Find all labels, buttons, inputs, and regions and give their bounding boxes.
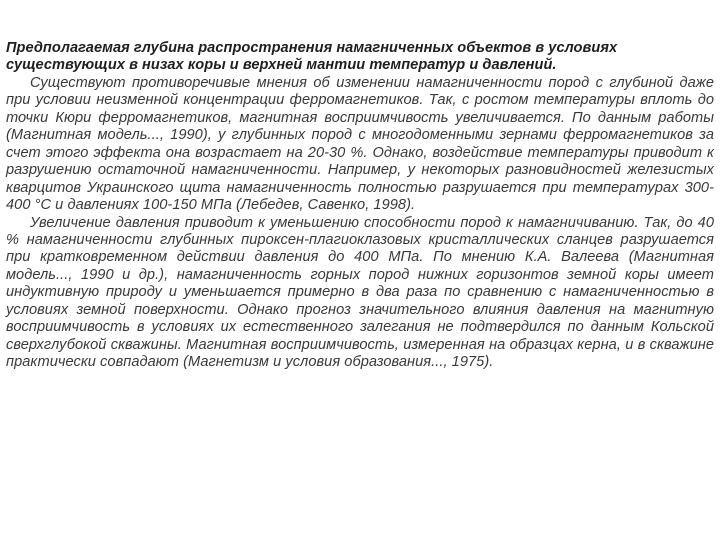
document-heading: Предполагаемая глубина распространения намагниченных объектов в условиях существующих в низах коры и верхней мантии температур и давлений. [6,40,618,74]
document-body [6,40,714,372]
paragraph-temperature: Существуют противоречивые мнения об изменении намагниченности пород с глубиной даже при условии неизменной концентрации ферромагнетиков. Так, с ростом температуры вплоть до точки Кюри ферромагнетиков, магнитная восприимчивость увеличивается. По данным работы (Магнитная модель..., 1990), у глубинных пород с многодоменными зернами ферромагнетиков за счет этого эффекта она возрастает на 20-30 %. Однако, воздействие температуры приводит к разрушению остаточной намагниченности. Например, у некоторых разновидностей железистых кварцитов Украинского щита намагниченность полностью разрушается при температурах 300-400 °С и давлениях 100-150 МПа (Лебедев, Савенко, 1998). [6,74,714,214]
paragraph-pressure: Увеличение давления приводит к уменьшению способности пород к намагничиванию. Так, до 40 % намагниченности глубинных пироксен-плагиоклазовых кристаллических сланцев разрушается при кратковременном действии давления до 400 МПа. По мнению К.А. Валеева (Магнитная модель..., 1990 и др.), намагниченность горных пород нижних горизонтов земной коры имеет индуктивную природу и уменьшается примерно в два раза по сравнению с намагниченностью в условиях земной поверхности. Однако прогноз значительного влияния давления на магнитную восприимчивость в условиях их естественного залегания не подтвердился по данным Кольской сверхглубокой скважины. Магнитная восприимчивость, измеренная на образцах керна, и в скважине практически совпадают (Магнетизм и условия образования..., 1975). [6,214,714,371]
